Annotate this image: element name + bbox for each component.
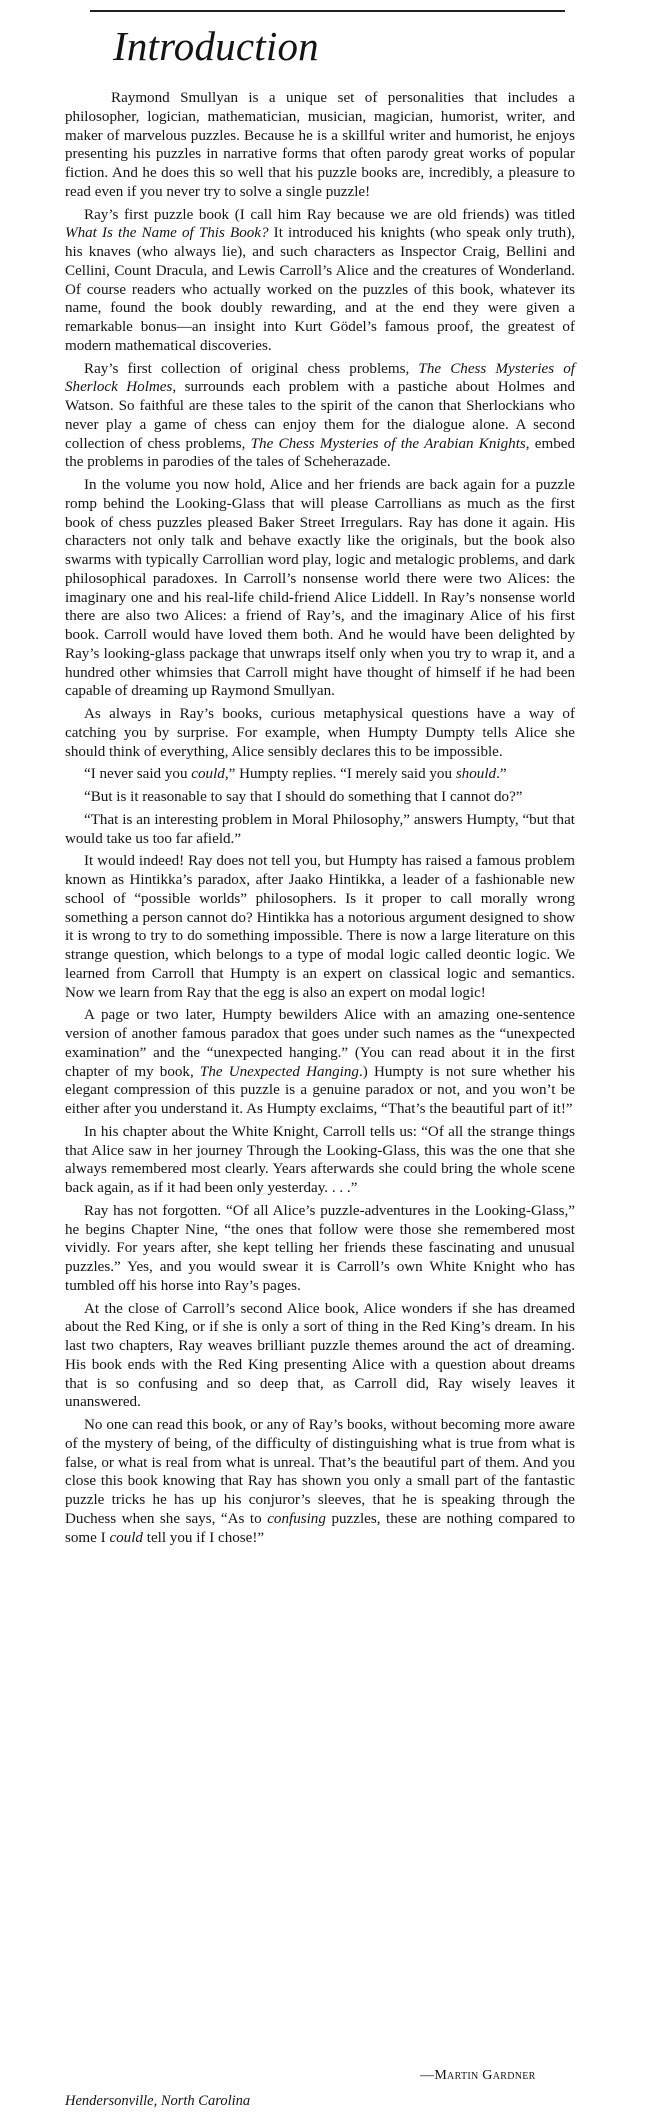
- paragraph: [65, 1202, 575, 1296]
- paragraph-text: tell you if I chose!”: [142, 1529, 265, 1546]
- paragraph-text: Raymond Smullyan is a unique set of personalities that includes a philosopher, logician, mathematician, musician, magician, humorist, writer, and maker of marvelous puzzles. Because he is a skillful writer and humorist, he enjoys presenting his puzzles in narrative forms that often parody great works of popular fiction. And he does this so well that his puzzle books are, incredibly, a pleasure to read even if you never try to solve a single puzzle!: [65, 90, 575, 200]
- signature: [420, 2068, 536, 2084]
- paragraph-text: In the volume you now hold, Alice and her friends are back again for a puzzle romp behind the Looking-Glass that will please Carrollians as much as the first book of chess puzzles pleased Baker Street Irregulars. Ray has done it again. His characters not only talk and behave exactly like the originals, but the book also swarms with typically Carrollian word play, logic and metalogic problems, and dark philosophical paradoxes. In Carroll’s nonsense world there were two Alices: the imaginary one and his real-life child-friend Alice Liddell. In Ray’s nonsense world there are also two Alices: a friend of Ray’s, and the imaginary Alice of his first book. Carroll would have loved them both. And he would have been delighted by Ray’s looking-glass package that unwraps itself only when you try to wrap it, and a hundred other whimsies that Carroll might have thought of himself if he had been capable of dreaming up Raymond Smullyan.: [65, 477, 575, 700]
- paragraph-text: Ray’s first puzzle book (I call him Ray because we are old friends) was titled: [84, 206, 575, 223]
- top-rule: [90, 10, 565, 12]
- paragraph-text: In his chapter about the White Knight, Carroll tells us: “Of all the strange things that Alice saw in her journey Through the Looking-Glass, this was the one that she always remembered most clearly. Years afterwards she could bring the whole scene back again, as if it had been only yesterday. . . .”: [65, 1123, 575, 1196]
- paragraph-text: “That is an interesting problem in Moral Philosophy,” answers Humpty, “but that would take us too far afield.”: [65, 811, 575, 847]
- paragraph-text: It would indeed! Ray does not tell you, but Humpty has raised a famous problem known as Hintikka’s paradox, after Jaako Hintikka, a leader of a fashionable new school of “possible worlds” philosophers. Is it proper to call morally wrong something a person cannot do? Hintikka has a notorious argument designed to show it is wrong to try to do something impossible. There is now a large literature on this strange question, which belongs to a type of modal logic called deontic logic. We learned from Carroll that Humpty is an expert on classical logic and semantics. Now we learn from Ray that the egg is also an expert on modal logic!: [65, 853, 575, 1001]
- paragraph-text: At the close of Carroll’s second Alice book, Alice wonders if she has dreamed about the Red King, or if she is only a sort of thing in the Red King’s dream. In his last two chapters, Ray weaves brilliant puzzle themes around the act of dreaming. His book ends with the Red King presenting Alice with a question about dreams that is so confusing and so deep that, as Carroll did, Ray wisely leaves it unanswered.: [65, 1300, 575, 1411]
- location: Hendersonville, North Carolina: [65, 2093, 251, 2109]
- paragraph-text: .) Humpty is not sure whether his elegant compression of this puzzle is a genuine paradox or not, and you won’t be either after you understand it. As Humpty exclaims, “That’s the beautiful part of it!”: [65, 1063, 575, 1117]
- italic-title: confusing: [267, 1510, 326, 1527]
- paragraph-text: No one can read this book, or any of Ray’s books, without becoming more aware of the mystery of being, of the difficulty of distinguishing what is true from what is false, or what is real from what is unreal. That’s the beautiful part of them. And you close this book knowing that Ray has shown you only a small part of the fantastic puzzle tricks he has up his conjuror’s sleeves, that he is speaking through the Duchess when she says, “As to: [65, 1417, 575, 1527]
- signature-name: Martin Gardner: [434, 2068, 536, 2083]
- paragraph-text: , embed the problems in parodies of the tales of Scheherazade.: [65, 435, 576, 471]
- introduction-body: [65, 89, 575, 1551]
- paragraph: [65, 476, 575, 701]
- paragraph-text: .”: [496, 766, 507, 783]
- page-title: Introduction: [113, 23, 319, 69]
- italic-title: could: [109, 1529, 143, 1546]
- paragraph: [65, 360, 575, 473]
- paragraph-text: , surrounds each problem with a pastiche about Holmes and Watson. So faithful are these tales to the spirit of the canon that Sherlockians who never play a game of chess can enjoy them for the dialogue alone. A second collection of chess problems,: [65, 379, 575, 452]
- paragraph-text: A page or two later, Humpty bewilders Alice with an amazing one-sentence version of another famous paradox that goes under such names as the “unexpected examination” and the “unexpected hanging.” (You can read about it in the first chapter of my book,: [65, 1007, 575, 1080]
- paragraph: [65, 1123, 575, 1198]
- italic-title: The Chess Mysteries of Sherlock Holmes: [65, 360, 575, 396]
- paragraph: [65, 705, 575, 761]
- paragraph: [65, 765, 575, 784]
- italic-title: The Chess Mysteries of the Arabian Knights: [250, 435, 526, 452]
- paragraph: [65, 1300, 575, 1413]
- italic-title: should: [455, 766, 497, 783]
- paragraph-text: ,” Humpty replies. “I merely said you: [224, 766, 456, 783]
- paragraph: [65, 1416, 575, 1547]
- paragraph: [65, 788, 575, 807]
- italic-title: could: [191, 766, 225, 783]
- paragraph-text: Ray’s first collection of original chess problems,: [84, 360, 419, 377]
- paragraph-text: “I never said you: [84, 766, 192, 783]
- paragraph: [65, 206, 575, 356]
- paragraph-text: “But is it reasonable to say that I should do something that I cannot do?”: [84, 789, 523, 805]
- paragraph: [65, 852, 575, 1002]
- paragraph-text: It introduced his knights (who speak only truth), his knaves (who always lie), and such characters as Inspector Craig, Bellini and Cellini, Count Dracula, and Lewis Carroll’s Alice and the creatures of Wonderland. Of course readers who actually worked on the puzzles of this book, whatever its name, found the book doubly rewarding, and at the end they were given a remarkable bonus—an insight into Kurt Gödel’s famous proof, the greatest of modern mathematical discoveries.: [65, 225, 575, 354]
- paragraph-text: puzzles, these are nothing compared to some I: [65, 1510, 576, 1546]
- italic-title: What Is the Name of This Book?: [65, 225, 269, 242]
- paragraph-text: As always in Ray’s books, curious metaphysical questions have a way of catching you by surprise. For example, when Humpty Dumpty tells Alice she should think of everything, Alice sensibly declares this to be impossible.: [65, 706, 575, 760]
- paragraph: [65, 89, 575, 202]
- signature-dash: —: [420, 2068, 435, 2083]
- italic-title: The Unexpected Hanging: [199, 1063, 359, 1080]
- paragraph-text: Ray has not forgotten. “Of all Alice’s puzzle-adventures in the Looking-Glass,” he begins Chapter Nine, “the ones that follow were those she remembered most vividly. For years after, she kept telling her friends these fascinating and unusual puzzles.” Yes, and you would swear it is Carroll’s own White Knight who has tumbled off his horse into Ray’s pages.: [65, 1202, 575, 1294]
- paragraph: [65, 1006, 575, 1119]
- paragraph: [65, 811, 575, 849]
